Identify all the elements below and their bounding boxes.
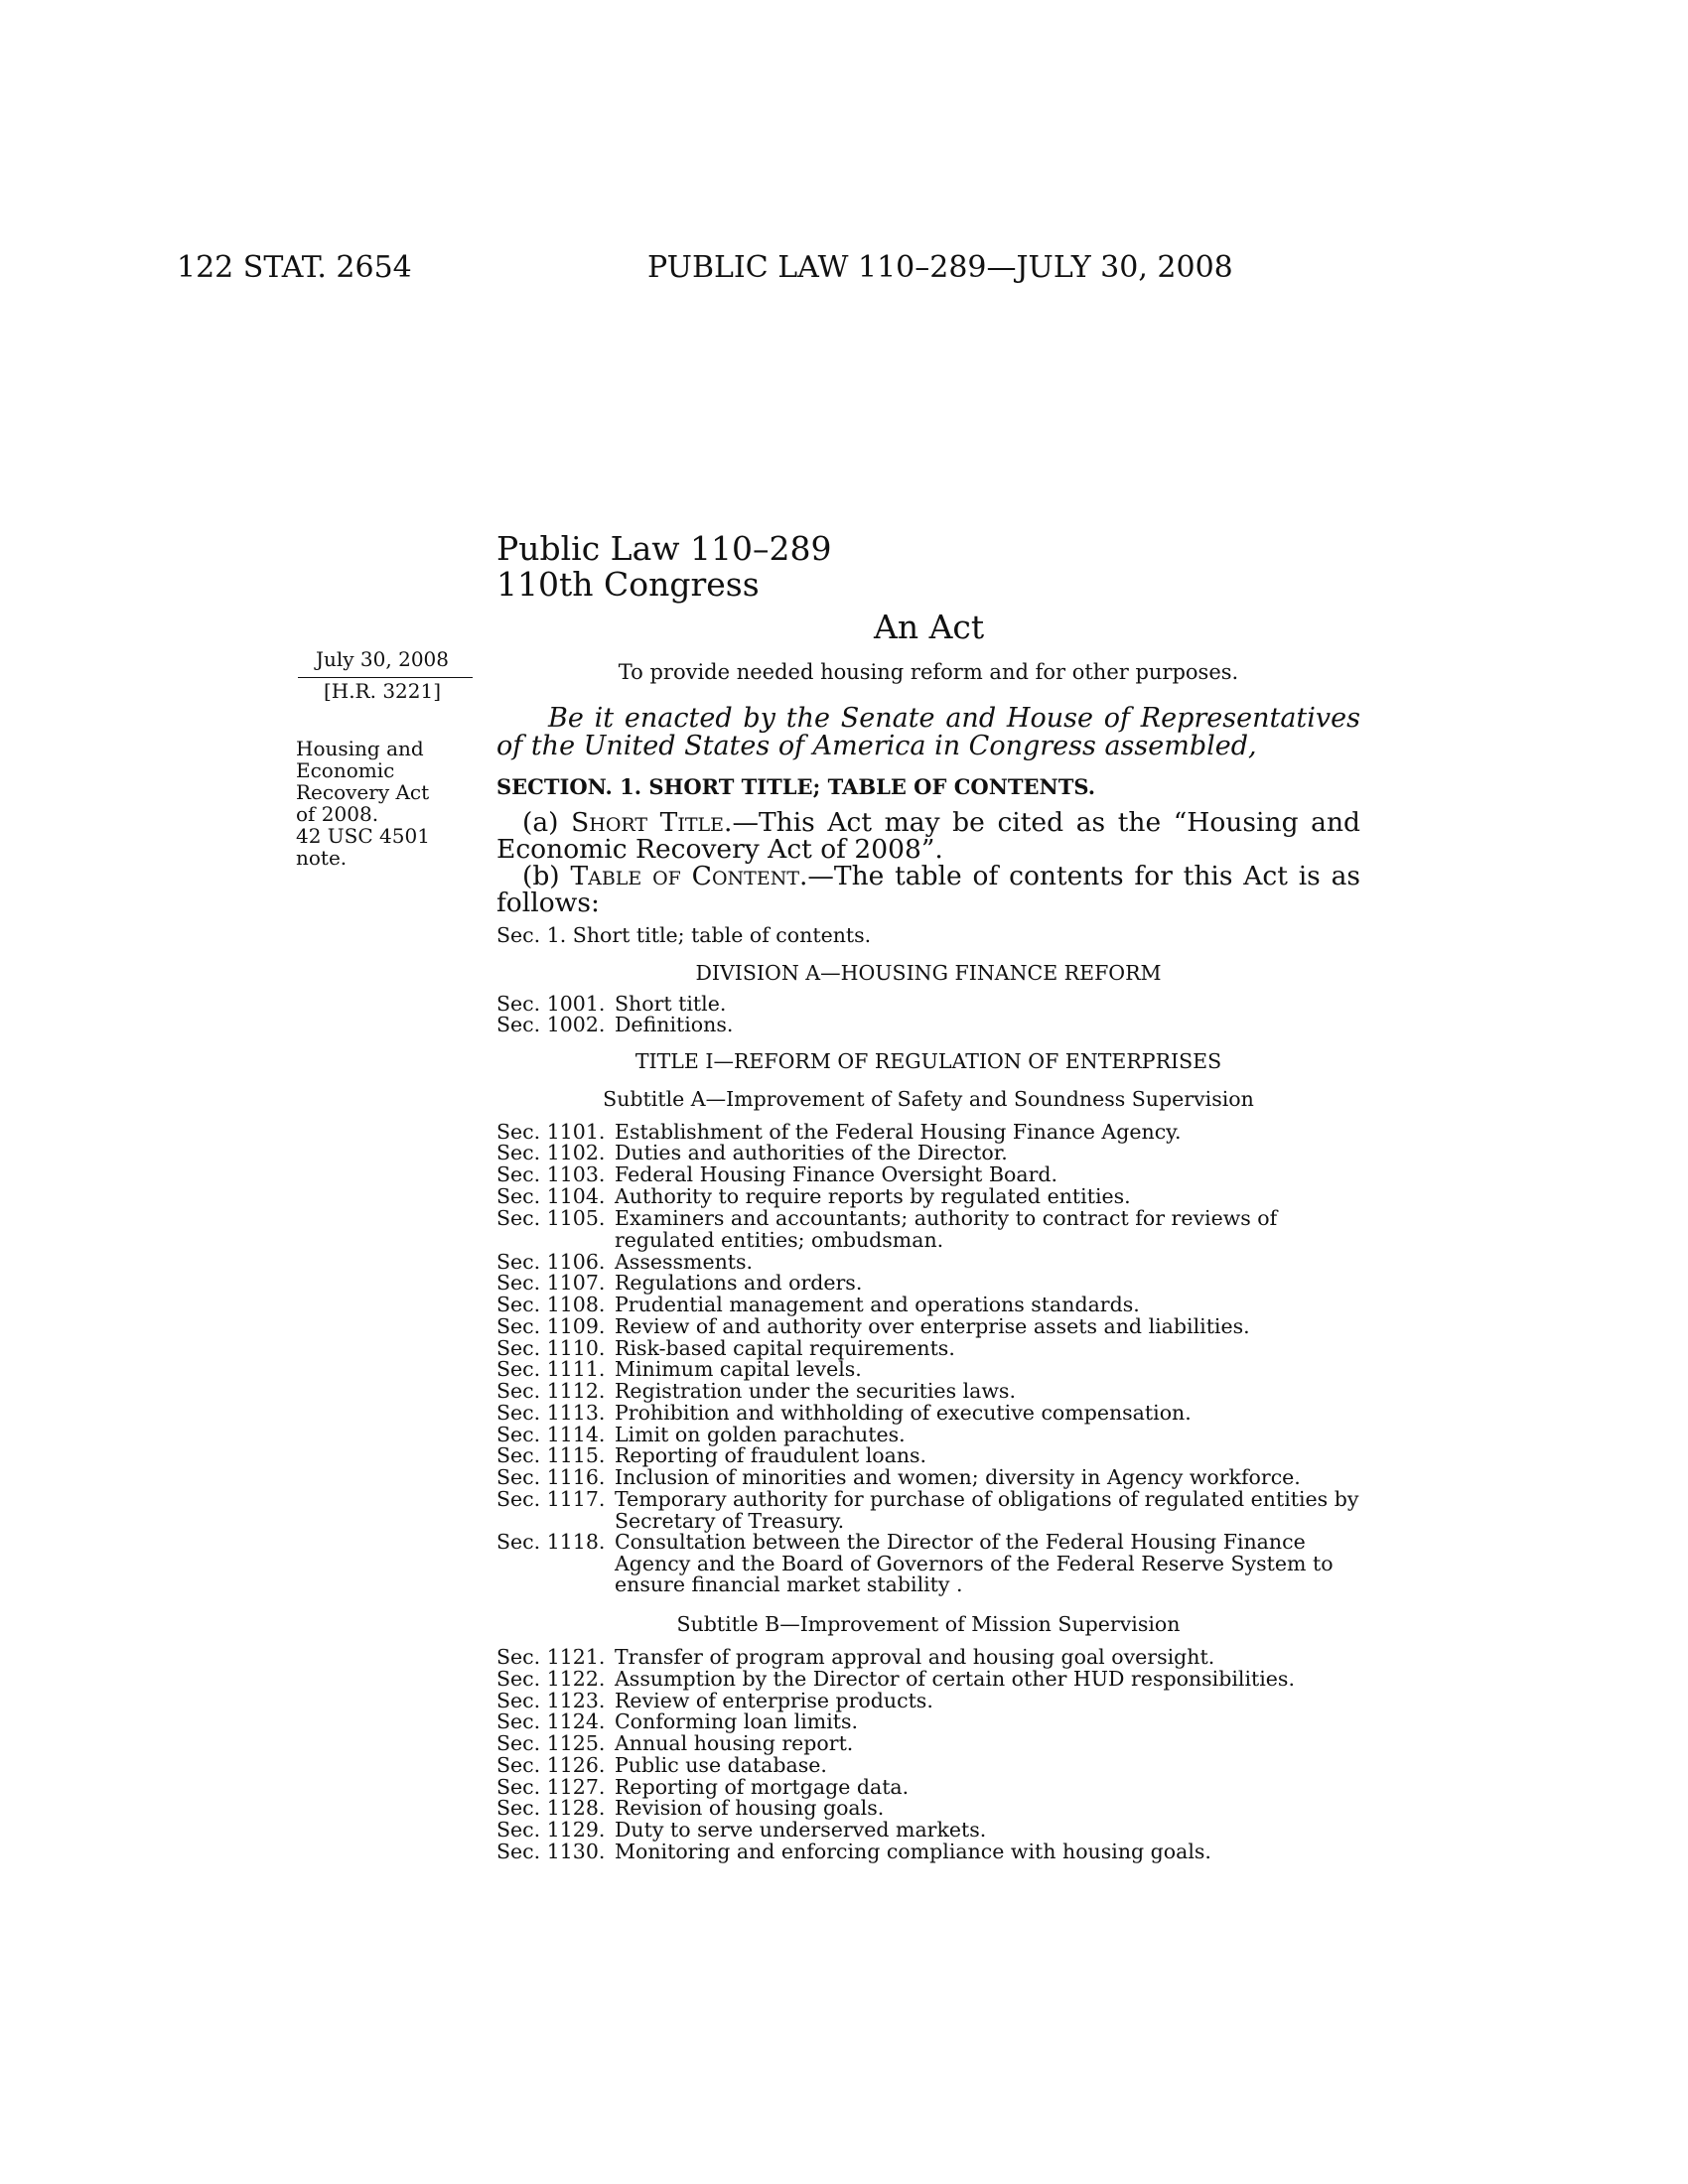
margin-note-line: of 2008. — [296, 802, 379, 826]
para-text: .—The table of contents for this Act is as follows: — [496, 861, 1360, 918]
toc-sec-number: Sec. 1104. — [496, 1184, 606, 1208]
margin-bill-number: [H.R. 3221] — [323, 679, 442, 703]
toc-sec-title: Review of and authority over enterprise assets and liabilities. — [615, 1314, 1250, 1338]
toc-sec-title: Reporting of mortgage data. — [615, 1775, 910, 1799]
toc-sec-title: Federal Housing Finance Oversight Board. — [615, 1162, 1058, 1186]
toc-entry — [496, 1820, 1360, 1842]
margin-note-line: note. — [296, 846, 348, 870]
toc-sec-title: Limit on golden parachutes. — [615, 1423, 906, 1446]
toc-entry — [496, 1186, 1360, 1208]
toc-sec-number: Sec. 1001. — [496, 992, 606, 1016]
toc-entry — [496, 1798, 1360, 1820]
enacting-clause: Be it enacted by the Senate and House of Representatives of the United States of America in Congress assembled, — [496, 703, 1360, 761]
toc-sec-title: Definitions. — [615, 1013, 734, 1036]
act-heading: An Act — [874, 608, 985, 646]
toc-entry — [496, 1295, 1360, 1316]
toc-sec-title: Short title; table of contents. — [572, 923, 872, 947]
margin-note-line: 42 USC 4501 — [296, 824, 430, 848]
toc-entry — [496, 1467, 1360, 1489]
toc-sec-title: Short title. — [615, 992, 727, 1016]
para-label: (a) — [522, 807, 572, 838]
toc-sec-title: Prohibition and withholding of executive compensation. — [615, 1401, 1192, 1425]
section-heading: SECTION. 1. SHORT TITLE; TABLE OF CONTENTS. — [496, 774, 1096, 799]
toc-sec-title: Reporting of fraudulent loans. — [615, 1443, 927, 1467]
toc-sec-title: Assumption by the Director of certain other HUD responsibilities. — [615, 1667, 1295, 1691]
subtitle-heading: Subtitle A—Improvement of Safety and Soundness Supervision — [603, 1087, 1254, 1111]
margin-date: July 30, 2008 — [315, 647, 449, 671]
toc-sec-title: Risk-based capital requirements. — [615, 1336, 955, 1360]
toc-sec-number: Sec. 1101. — [496, 1120, 606, 1144]
toc-sec-number: Sec. 1103. — [496, 1162, 606, 1186]
congress: 110th Congress — [496, 565, 760, 604]
division-heading: DIVISION A—HOUSING FINANCE REFORM — [695, 961, 1162, 985]
toc-sec-number: Sec. 1107. — [496, 1271, 606, 1295]
toc-entry — [496, 1208, 1360, 1251]
toc-entry — [496, 1733, 1360, 1755]
toc-sec-title: Examiners and accountants; authority to contract for reviews of regulated entities; ombudsman. — [615, 1206, 1278, 1252]
toc-sec-number: Sec. 1105. — [496, 1206, 606, 1230]
title-heading: TITLE I—REFORM OF REGULATION OF ENTERPRISES — [634, 1049, 1222, 1073]
toc-entry — [496, 1359, 1360, 1381]
toc-sec-number: Sec. 1128. — [496, 1796, 606, 1820]
toc-entry — [496, 1164, 1360, 1186]
toc-sec-number: Sec. 1124. — [496, 1709, 606, 1733]
para-label: (b) — [522, 861, 571, 891]
toc-entry — [496, 1489, 1360, 1532]
toc-sec-number: Sec. 1113. — [496, 1401, 606, 1425]
margin-rule — [298, 677, 473, 678]
toc-sec-title: Minimum capital levels. — [615, 1357, 862, 1381]
toc-sec-title: Duties and authorities of the Director. — [615, 1141, 1008, 1164]
act-purpose: To provide needed housing reform and for other purposes. — [618, 660, 1239, 684]
toc-sec-title: Assessments. — [615, 1250, 754, 1274]
toc-sec-title: Consultation between the Director of the Federal Housing Finance Agency and the Board of Governors of the Federal Reserve System to ensure financial market stability . — [615, 1530, 1334, 1597]
toc-sec-title: Transfer of program approval and housing goal oversight. — [615, 1645, 1215, 1669]
toc-sec-number: Sec. 1106. — [496, 1250, 606, 1274]
para-caption: Short Title — [571, 807, 725, 838]
toc-sec-number: Sec. 1110. — [496, 1336, 606, 1360]
margin-note — [296, 738, 430, 869]
paragraph-table-of-content — [496, 863, 1360, 916]
toc-entry — [496, 1403, 1360, 1425]
toc-sec-title: Registration under the securities laws. — [615, 1379, 1016, 1403]
margin-note-line: Economic — [296, 758, 395, 782]
law-number: Public Law 110–289 — [496, 529, 832, 568]
toc-sec-number: Sec. 1125. — [496, 1731, 606, 1755]
toc-sec-number: Sec. 1126. — [496, 1753, 606, 1777]
toc-entry — [496, 1316, 1360, 1338]
toc-entry — [496, 1647, 1360, 1669]
toc-entry — [496, 925, 1360, 947]
toc-sec-number: Sec. 1002. — [496, 1013, 606, 1036]
toc-sec-title: Establishment of the Federal Housing Finance Agency. — [615, 1120, 1182, 1144]
law-title-block — [496, 531, 831, 603]
paragraph-short-title — [496, 809, 1360, 863]
toc-entry — [496, 1143, 1360, 1164]
toc-entry — [496, 1842, 1360, 1863]
margin-note-line: Housing and — [296, 737, 424, 760]
toc-entry — [496, 1381, 1360, 1403]
toc-sec-number: Sec. 1114. — [496, 1423, 606, 1446]
toc-sec-number: Sec. 1108. — [496, 1293, 606, 1316]
toc-entry — [496, 1755, 1360, 1777]
toc-sec-title: Authority to require reports by regulated entities. — [615, 1184, 1131, 1208]
toc-sec-title: Public use database. — [615, 1753, 827, 1777]
toc-sec-title: Prudential management and operations standards. — [615, 1293, 1140, 1316]
toc-sec-number: Sec. 1116. — [496, 1465, 606, 1489]
toc-sec-title: Inclusion of minorities and women; diversity in Agency workforce. — [615, 1465, 1301, 1489]
para-text: .—This Act may be cited as the “Housing and Economic Recovery Act of 2008”. — [496, 807, 1360, 865]
toc-sec-number: Sec. 1129. — [496, 1818, 606, 1842]
toc-entry — [496, 1445, 1360, 1467]
toc-sec-number: Sec. 1109. — [496, 1314, 606, 1338]
toc-sec-title: Temporary authority for purchase of obligations of regulated entities by Secretary of Treasury. — [615, 1487, 1359, 1533]
toc-entry — [496, 1015, 1360, 1036]
toc-sec-title: Revision of housing goals. — [615, 1796, 885, 1820]
toc-entry — [496, 1532, 1360, 1596]
toc-sec-number: Sec. 1118. — [496, 1530, 606, 1554]
toc-sec-number: Sec. 1115. — [496, 1443, 606, 1467]
toc-sec-title: Regulations and orders. — [615, 1271, 863, 1295]
toc-sec-number: Sec. 1122. — [496, 1667, 606, 1691]
toc-sec-title: Annual housing report. — [615, 1731, 854, 1755]
toc-sec-number: Sec. 1112. — [496, 1379, 606, 1403]
toc-sec-title: Review of enterprise products. — [615, 1689, 933, 1712]
stat-page-number: 122 STAT. 2654 — [177, 250, 412, 285]
toc-sec-number: Sec. 1121. — [496, 1645, 606, 1669]
subtitle-heading: Subtitle B—Improvement of Mission Supervision — [676, 1612, 1181, 1636]
toc-entry — [496, 1669, 1360, 1691]
toc-sec-title: Duty to serve underserved markets. — [615, 1818, 987, 1842]
margin-note-line: Recovery Act — [296, 780, 430, 804]
toc-entry — [496, 1273, 1360, 1295]
running-title: PUBLIC LAW 110–289—JULY 30, 2008 — [647, 250, 1233, 285]
toc-sec-number: Sec. 1102. — [496, 1141, 606, 1164]
toc-sec-number: Sec. 1117. — [496, 1487, 606, 1511]
toc-sec-title: Monitoring and enforcing compliance with housing goals. — [615, 1840, 1211, 1863]
para-caption: Table of Content — [570, 861, 799, 891]
toc-sec-number: Sec. 1123. — [496, 1689, 606, 1712]
toc-sec-number: Sec. 1127. — [496, 1775, 606, 1799]
toc-sec-title: Conforming loan limits. — [615, 1709, 859, 1733]
toc-sec-number: Sec. 1111. — [496, 1357, 606, 1381]
toc-sec-number: Sec. 1130. — [496, 1840, 606, 1863]
toc-sec-number: Sec. 1. — [496, 923, 567, 947]
toc-entry — [496, 1711, 1360, 1733]
